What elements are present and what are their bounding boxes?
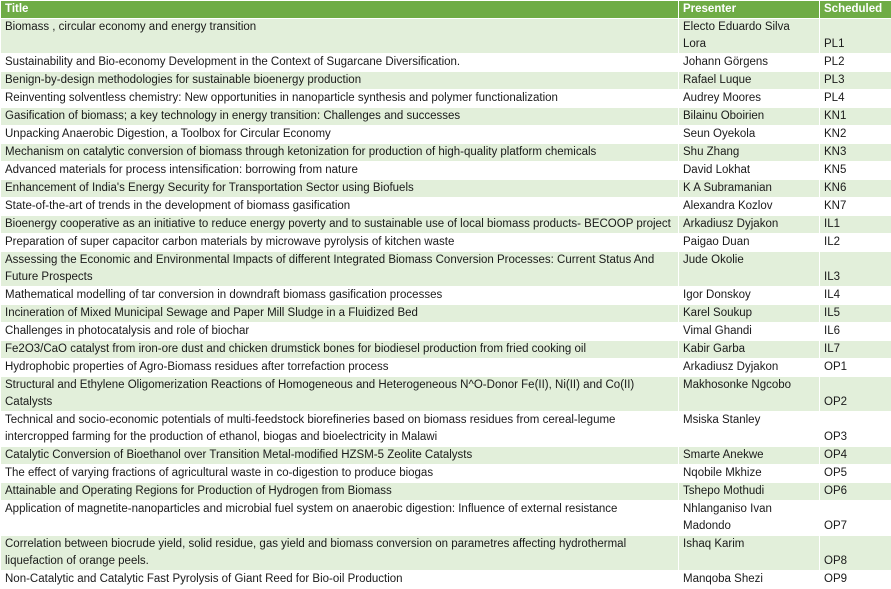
cell-title: Gasification of biomass; a key technology in energy transition: Challenges and successes — [1, 108, 679, 126]
cell-scheduled: PL1 — [820, 19, 891, 54]
table-row — [1, 19, 891, 54]
table-row — [1, 465, 891, 483]
cell-presenter: Smarte Anekwe — [679, 447, 820, 465]
table-body — [1, 19, 891, 589]
table-row — [1, 198, 891, 216]
cell-presenter: Msiska Stanley — [679, 412, 820, 447]
cell-presenter: Alexandra Kozlov — [679, 198, 820, 216]
cell-presenter: David Lokhat — [679, 162, 820, 180]
table-row — [1, 483, 891, 501]
cell-title: Challenges in photocatalysis and role of biochar — [1, 323, 679, 341]
table-row — [1, 54, 891, 72]
cell-presenter: Rafael Luque — [679, 72, 820, 90]
cell-presenter: Paigao Duan — [679, 234, 820, 252]
cell-title: Sustainability and Bio-economy Development in the Context of Sugarcane Diversification. — [1, 54, 679, 72]
cell-title: Catalytic Conversion of Bioethanol over Transition Metal-modified HZSM-5 Zeolite Catalysts — [1, 447, 679, 465]
cell-presenter: Bilainu Oboirien — [679, 108, 820, 126]
cell-scheduled: IL1 — [820, 216, 891, 234]
table-row — [1, 305, 891, 323]
cell-title: Bioenergy cooperative as an initiative to reduce energy poverty and to sustainable use of local biomass products- BECOOP project — [1, 216, 679, 234]
table-row — [1, 341, 891, 359]
table-row — [1, 287, 891, 305]
column-header-title: Title — [1, 1, 679, 19]
cell-scheduled: IL7 — [820, 341, 891, 359]
cell-title: Assessing the Economic and Environmental Impacts of different Integrated Biomass Conversion Processes: Current Status And Future Prospects — [1, 252, 679, 287]
cell-presenter: Nqobile Mkhize — [679, 465, 820, 483]
cell-title: Correlation between biocrude yield, solid residue, gas yield and biomass conversion on parametres affecting hydrothermal liquefaction of orange peels. — [1, 536, 679, 571]
cell-scheduled: OP3 — [820, 412, 891, 447]
cell-presenter: K A Subramanian — [679, 180, 820, 198]
table-row — [1, 536, 891, 571]
cell-presenter: Karel Soukup — [679, 305, 820, 323]
cell-title: Unpacking Anaerobic Digestion, a Toolbox for Circular Economy — [1, 126, 679, 144]
table-row — [1, 72, 891, 90]
table-row — [1, 323, 891, 341]
cell-scheduled: KN6 — [820, 180, 891, 198]
cell-scheduled: IL3 — [820, 252, 891, 287]
cell-title: Application of magnetite-nanoparticles and microbial fuel system on anaerobic digestion: Influence of external resistance — [1, 501, 679, 536]
cell-presenter: Tshepo Mothudi — [679, 483, 820, 501]
cell-scheduled: IL5 — [820, 305, 891, 323]
cell-title: Advanced materials for process intensification: borrowing from nature — [1, 162, 679, 180]
table-row — [1, 126, 891, 144]
cell-presenter: Manqoba Shezi — [679, 571, 820, 589]
cell-scheduled: KN1 — [820, 108, 891, 126]
cell-scheduled: OP8 — [820, 536, 891, 571]
cell-title: State-of-the-art of trends in the development of biomass gasification — [1, 198, 679, 216]
cell-presenter: Seun Oyekola — [679, 126, 820, 144]
cell-presenter: Arkadiusz Dyjakon — [679, 359, 820, 377]
cell-presenter: Audrey Moores — [679, 90, 820, 108]
cell-presenter: Shu Zhang — [679, 144, 820, 162]
cell-scheduled: IL2 — [820, 234, 891, 252]
cell-scheduled: KN7 — [820, 198, 891, 216]
cell-scheduled: OP4 — [820, 447, 891, 465]
cell-title: Structural and Ethylene Oligomerization Reactions of Homogeneous and Heterogeneous N^O-Donor Fe(II), Ni(II) and Co(II) Catalysts — [1, 377, 679, 412]
cell-scheduled: PL3 — [820, 72, 891, 90]
cell-title: Mechanism on catalytic conversion of biomass through ketonization for production of high-quality platform chemicals — [1, 144, 679, 162]
cell-presenter: Igor Donskoy — [679, 287, 820, 305]
cell-scheduled: PL4 — [820, 90, 891, 108]
table-row — [1, 447, 891, 465]
table-row — [1, 412, 891, 447]
cell-title: Attainable and Operating Regions for Production of Hydrogen from Biomass — [1, 483, 679, 501]
cell-scheduled: PL2 — [820, 54, 891, 72]
cell-title: Mathematical modelling of tar conversion in downdraft biomass gasification processes — [1, 287, 679, 305]
table-row — [1, 359, 891, 377]
cell-scheduled: OP1 — [820, 359, 891, 377]
cell-presenter: Johann Görgens — [679, 54, 820, 72]
cell-scheduled: KN2 — [820, 126, 891, 144]
cell-title: Enhancement of India's Energy Security for Transportation Sector using Biofuels — [1, 180, 679, 198]
cell-title: Preparation of super capacitor carbon materials by microwave pyrolysis of kitchen waste — [1, 234, 679, 252]
cell-presenter: Arkadiusz Dyjakon — [679, 216, 820, 234]
cell-title: Biomass , circular economy and energy transition — [1, 19, 679, 54]
cell-presenter: Nhlanganiso Ivan Madondo — [679, 501, 820, 536]
cell-title: Hydrophobic properties of Agro-Biomass residues after torrefaction process — [1, 359, 679, 377]
table-row — [1, 144, 891, 162]
cell-scheduled: KN3 — [820, 144, 891, 162]
cell-presenter: Ishaq Karim — [679, 536, 820, 571]
table-header — [1, 1, 891, 19]
cell-presenter: Jude Okolie — [679, 252, 820, 287]
cell-presenter: Electo Eduardo Silva Lora — [679, 19, 820, 54]
cell-scheduled: OP2 — [820, 377, 891, 412]
table-row — [1, 252, 891, 287]
header-row — [1, 1, 891, 19]
cell-scheduled: IL6 — [820, 323, 891, 341]
column-header-scheduled: Scheduled — [820, 1, 891, 19]
cell-title: Fe2O3/CaO catalyst from iron-ore dust and chicken drumstick bones for biodiesel production from fried cooking oil — [1, 341, 679, 359]
cell-title: The effect of varying fractions of agricultural waste in co-digestion to produce biogas — [1, 465, 679, 483]
cell-scheduled: OP6 — [820, 483, 891, 501]
column-header-presenter: Presenter — [679, 1, 820, 19]
table-row — [1, 108, 891, 126]
cell-title: Benign-by-design methodologies for sustainable bioenergy production — [1, 72, 679, 90]
cell-scheduled: OP7 — [820, 501, 891, 536]
table-row — [1, 162, 891, 180]
table-row — [1, 501, 891, 536]
cell-presenter: Makhosonke Ngcobo — [679, 377, 820, 412]
cell-scheduled: IL4 — [820, 287, 891, 305]
cell-title: Technical and socio-economic potentials of multi-feedstock biorefineries based on biomass residues from cereal-legume intercropped farming for the production of ethanol, biogas and bioelectricity in Malawi — [1, 412, 679, 447]
table-row — [1, 180, 891, 198]
cell-scheduled: OP9 — [820, 571, 891, 589]
table-row — [1, 90, 891, 108]
cell-title: Non-Catalytic and Catalytic Fast Pyrolysis of Giant Reed for Bio-oil Production — [1, 571, 679, 589]
cell-scheduled: KN5 — [820, 162, 891, 180]
cell-scheduled: OP5 — [820, 465, 891, 483]
cell-title: Reinventing solventless chemistry: New opportunities in nanoparticle synthesis and polymer functionalization — [1, 90, 679, 108]
cell-title: Incineration of Mixed Municipal Sewage and Paper Mill Sludge in a Fluidized Bed — [1, 305, 679, 323]
table-row — [1, 377, 891, 412]
cell-presenter: Vimal Ghandi — [679, 323, 820, 341]
cell-presenter: Kabir Garba — [679, 341, 820, 359]
table-row — [1, 216, 891, 234]
table-row — [1, 234, 891, 252]
